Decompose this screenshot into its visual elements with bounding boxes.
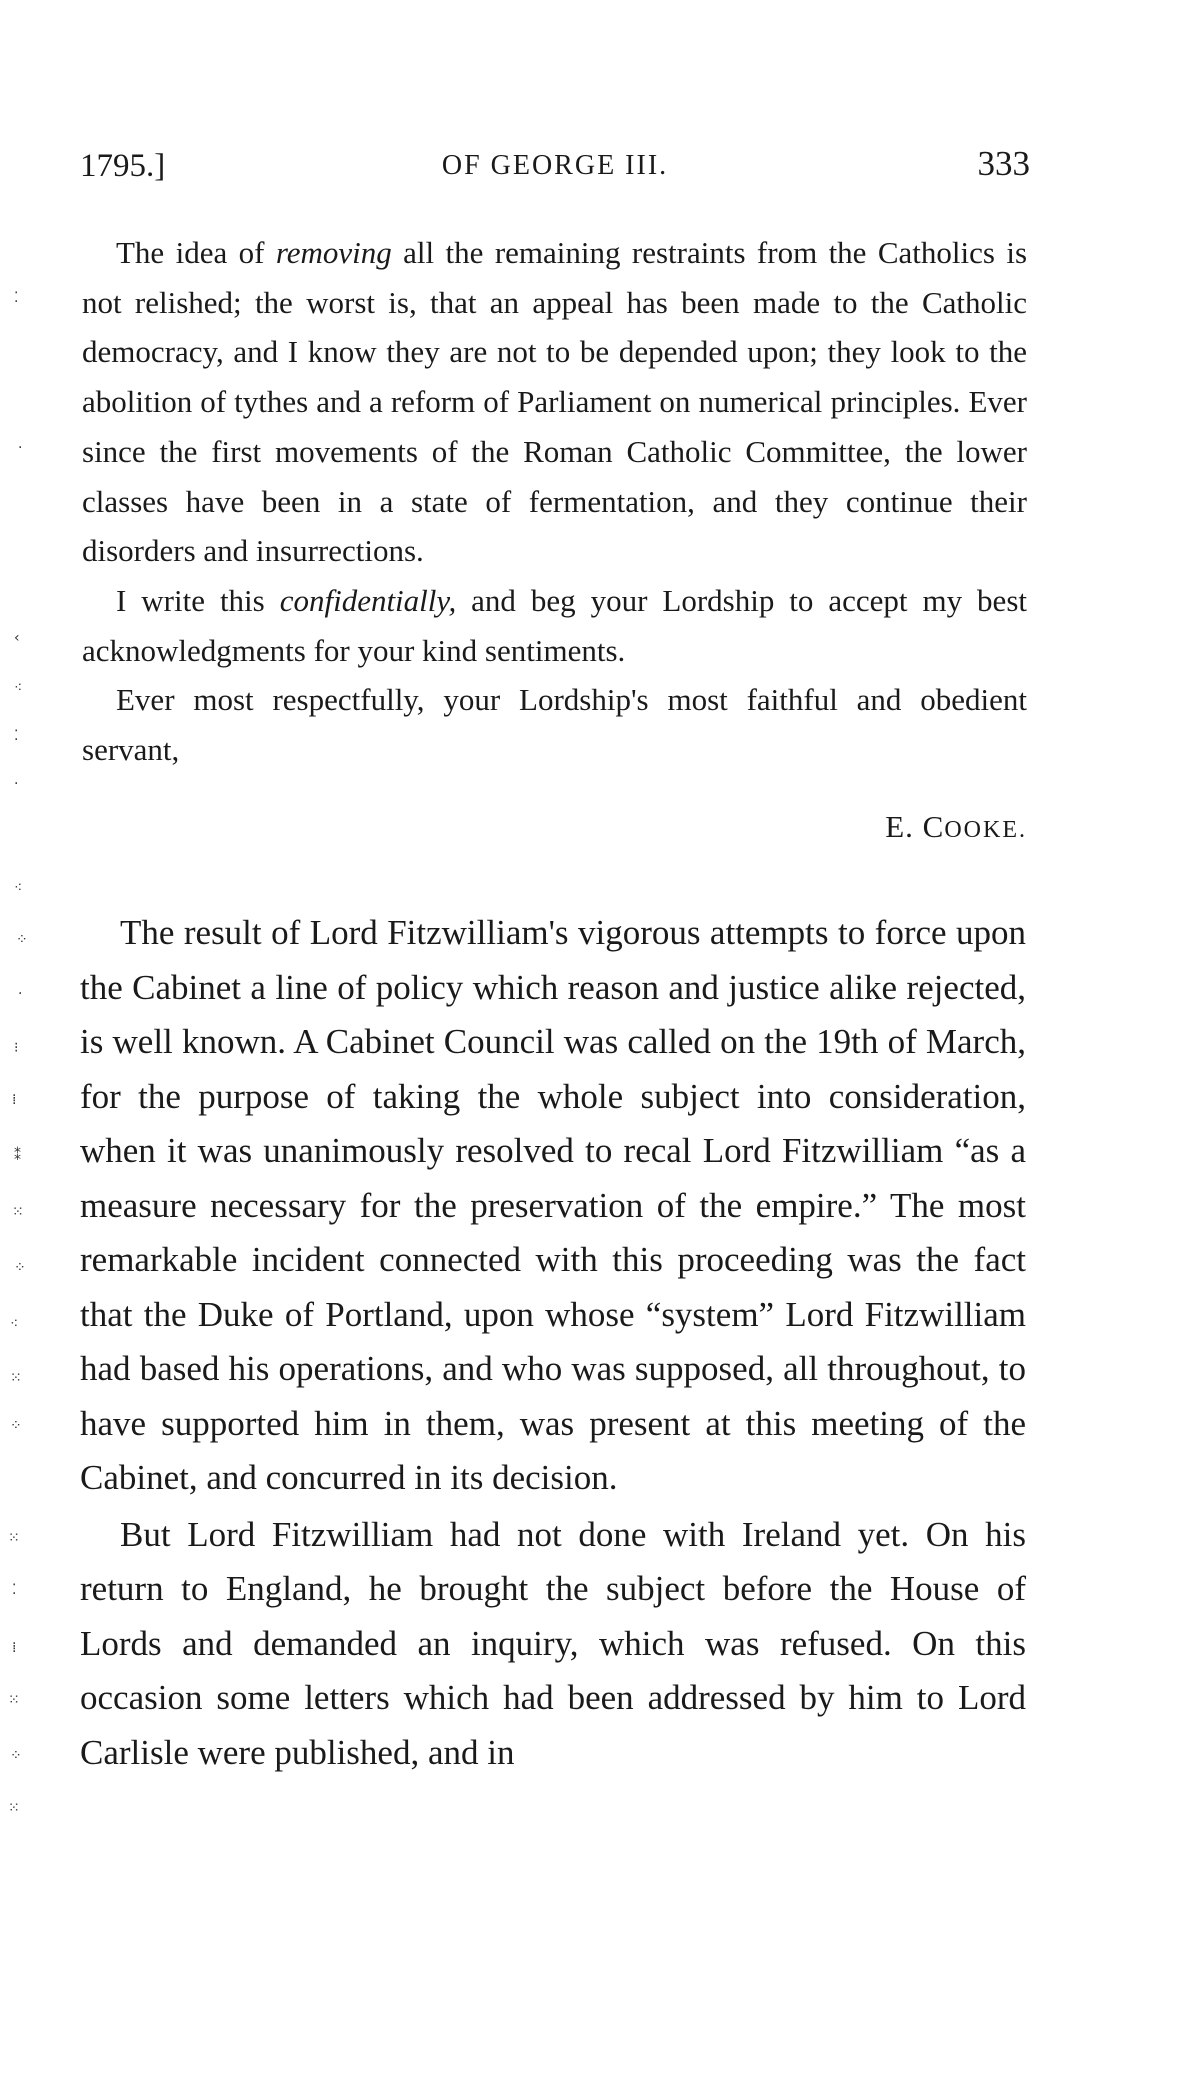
scan-speck: · [14,776,19,792]
header-year: 1795.] [80,148,166,184]
scan-speck: ⁘ [10,1748,22,1764]
letter-text: and beg your Lordship to accept my best acknowledgments for your kind sentiments. [82,582,1027,668]
scan-speck: ⁖ [10,1316,19,1332]
letter-text: I write this [116,582,280,618]
body-paragraph: But Lord Fitzwilliam had not done with Ireland yet. On his return to England, he brought the subject before the House of Lords and demanded an inquiry, which was refused. On this occasion some letters which had been addressed by him to Lord Carlisle were published, and in [80,1514,1026,1772]
scan-speck: ⁖ [14,880,23,896]
running-header [80,144,1030,192]
scan-speck: ⁚ [12,1582,17,1598]
header-running-title: OF GEORGE III. [441,150,669,181]
scan-speck: ⁚ [14,728,19,744]
scan-speck: · [18,986,23,1002]
letter-excerpt [82,228,1027,775]
scan-speck: · [18,440,23,456]
letter-closing: Ever most respectfully, your Lordship's most faithful and obedient servant, [82,682,1027,768]
scan-speck: ‹ [14,630,20,646]
letter-emphasis: confidentially, [279,582,457,618]
scan-speck: ⁘ [16,932,28,948]
scan-speck: ⁞ [12,1640,17,1656]
scan-speck: ⁙ [12,1204,24,1220]
scan-speck: ⁙ [8,1692,20,1708]
scan-margin-artifacts [0,0,60,2087]
letter-signature [82,802,1027,855]
letter-text: all the remaining restraints from the Catholics is not relished; the worst is, that an appeal has been made to the Catholic democracy, and I know they are not to be depended upon; they look to the abolition of tythes and a reform of Parliament on numerical principles. Ever since the first movements of the Roman Catholic Committee, the lower classes have been in a state of fermentation, and they continue their disorders and insurrections. [82,235,1028,569]
letter-text: The idea of [116,235,276,270]
main-body-text [80,906,1026,1780]
scan-speck: ⁙ [8,1800,20,1816]
scan-speck: ⁘ [10,1418,22,1434]
signature-surname: OOKE. [944,817,1027,843]
scan-speck: ⁞ [12,1092,17,1108]
body-paragraph: The result of Lord Fitzwilliam's vigorous attempts to force upon the Cabinet a line of policy which reason and justice alike rejected, is well known. A Cabinet Council was called on the 19th of March, for the purpose of taking the whole subject into consideration, when it was unanimously resolved to recal Lord Fitzwilliam “as a measure necessary for the preservation of the empire.” The most remarkable incident connected with this proceeding was the fact that the Duke of Portland, upon whose “system” Lord Fitzwilliam had based his operations, and who was supposed, all throughout, to have supported him in them, was present at this meeting of the Cabinet, and concurred in its decision. [80,913,1026,1497]
letter-emphasis: removing [275,235,392,270]
scan-speck: ⁙ [10,1370,22,1386]
scan-speck: ⁝ [14,1040,19,1056]
scan-speck: ⁘ [14,1260,26,1276]
scan-speck: ⁚ [14,290,19,306]
scan-speck: ⁖ [14,680,23,696]
letter-paragraph [82,228,1027,576]
letter-paragraph [82,576,1027,675]
page-number: 333 [977,144,1030,183]
scan-speck: ⁙ [8,1530,20,1546]
scan-speck: ⁑ [14,1148,21,1164]
signature-initial: E. C [885,809,945,844]
